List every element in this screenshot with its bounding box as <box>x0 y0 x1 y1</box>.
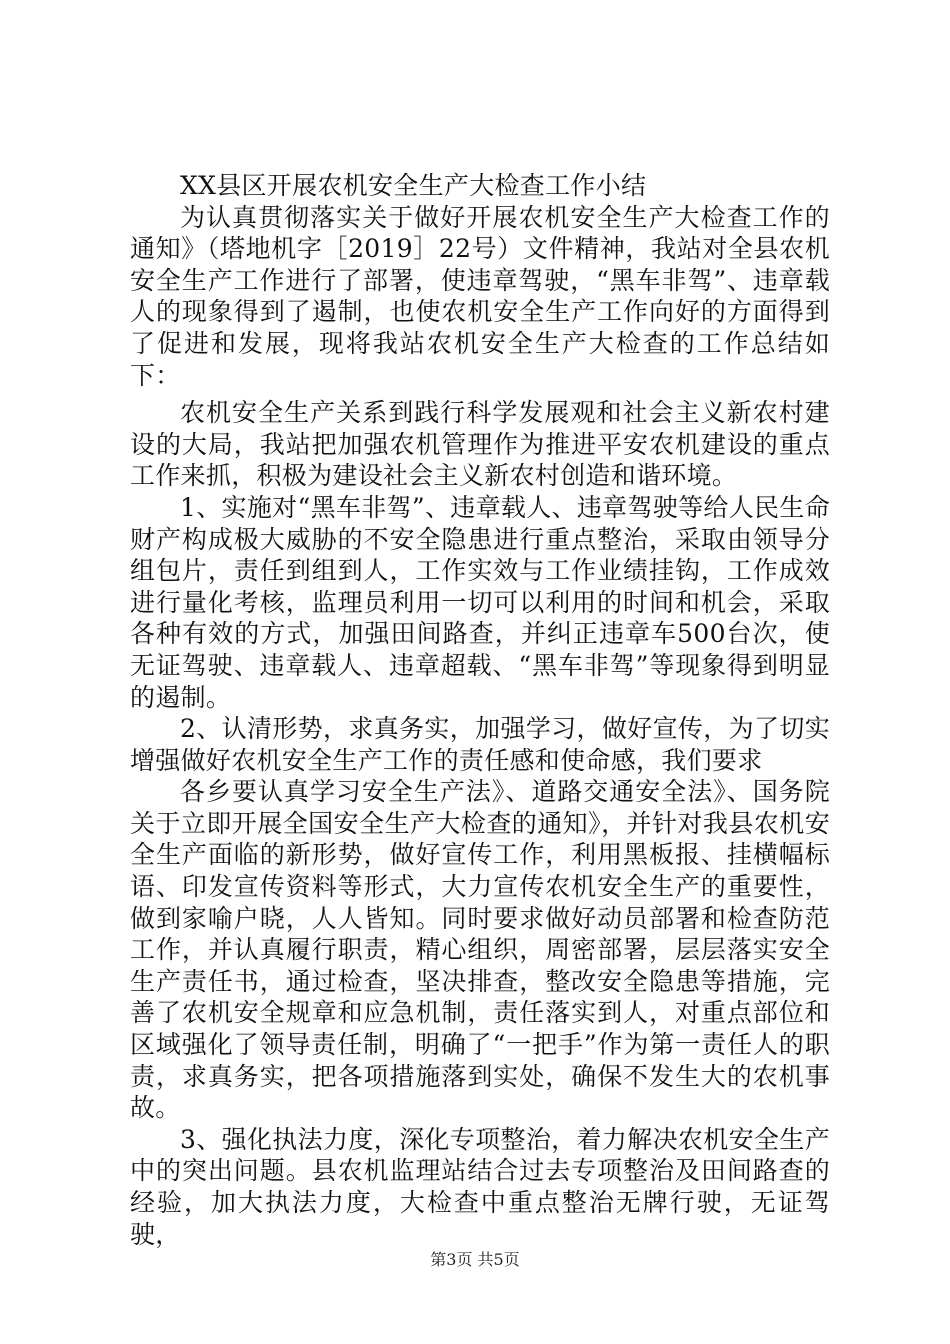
document-body <box>130 170 830 1250</box>
paragraph-overview: 农机安全生产关系到践行科学发展观和社会主义新农村建设的大局，我站把加强农机管理作为推进平安农机建设的重点工作来抓，积极为建设社会主义新农村创造和谐环境。 <box>130 398 830 491</box>
document-title: XX县区开展农机安全生产大检查工作小结 <box>180 171 647 200</box>
paragraph-item-3: 3、强化执法力度，深化专项整治，着力解决农机安全生产中的突出问题。县农机监理站结合过去专项整治及田间路查的经验，加大执法力度，大检查中重点整治无牌行驶，无证驾驶， <box>130 1124 830 1249</box>
paragraph-item-1: 1、实施对“黑车非驾”、违章载人、违章驾驶等给人民生命财产构成极大威胁的不安全隐患进行重点整治，采取由领导分组包片，责任到组到人，工作实效与工作业绩挂钩，工作成效进行量化考核，监理员利用一切可以利用的时间和机会，采取各种有效的方式，加强田间路查，并纠正违章车500台次，使无证驾驶、违章载人、违章超载、“黑车非驾”等现象得到明显的遏制。 <box>130 492 830 712</box>
paragraph-item-2-detail: 各乡要认真学习安全生产法》、道路交通安全法》、国务院关于立即开展全国安全生产大检查的通知》，并针对我县农机安全生产面临的新形势，做好宣传工作，利用黑板报、挂横幅标语、印发宣传资料等形式，大力宣传农机安全生产的重要性，做到家喻户晓，人人皆知。同时要求做好动员部署和检查防范工作，并认真履行职责，精心组织，周密部署，层层落实安全生产责任书，通过检查，坚决排查，整改安全隐患等措施，完善了农机安全规章和应急机制，责任落实到人，对重点部位和区域强化了领导责任制，明确了“一把手”作为第一责任人的职责，求真务实，把各项措施落到实处，确保不发生大的农机事故。 <box>130 777 830 1123</box>
page-footer: 第3页 共5页 <box>430 1250 520 1269</box>
paragraph-item-2: 2、认清形势，求真务实，加强学习，做好宣传，为了切实增强做好农机安全生产工作的责任感和使命感，我们要求 <box>130 714 830 775</box>
paragraph-intro: 为认真贯彻落实关于做好开展农机安全生产大检查工作的通知》（塔地机字［2019］22号）文件精神，我站对全县农机安全生产工作进行了部署，使违章驾驶，“黑车非驾”、违章载人的现象得到了遏制，也使农机安全生产工作向好的方面得到了促进和发展，现将我站农机安全生产大检查的工作总结如下： <box>130 202 830 390</box>
